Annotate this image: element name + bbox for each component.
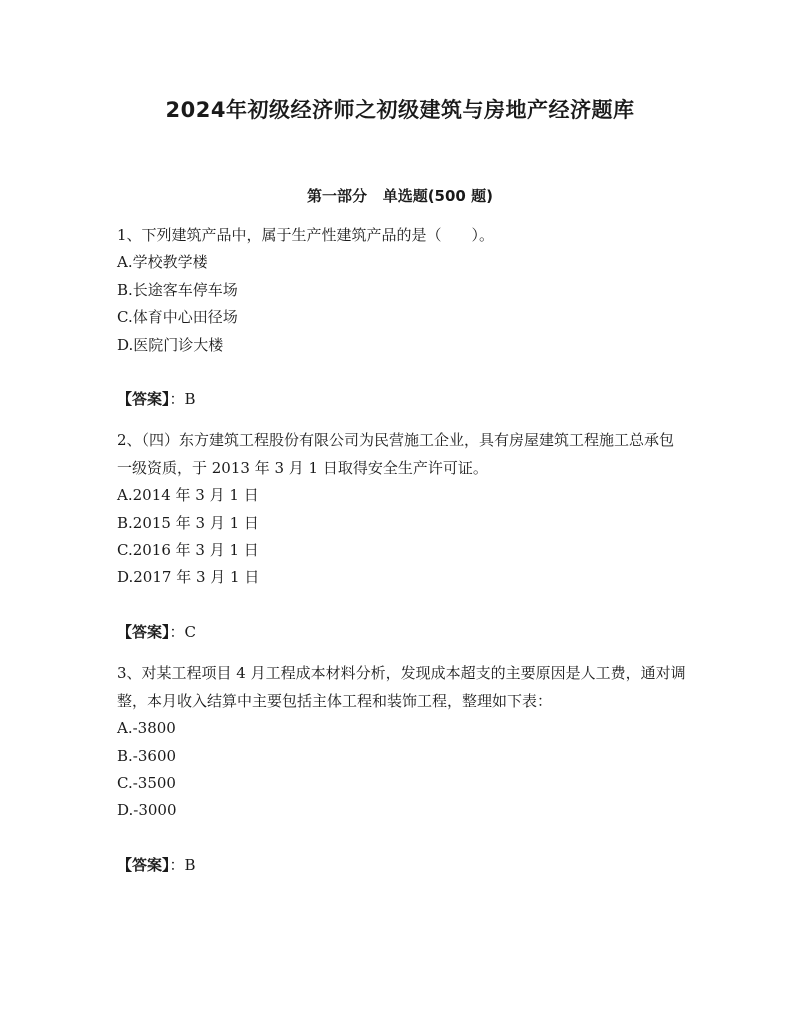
answer-line (117, 386, 687, 413)
question-stem: 3、对某工程项目 4 月工程成本材料分析，发现成本超支的主要原因是人工费，通对调整，本月收入结算中主要包括主体工程和装饰工程，整理如下表： (117, 664, 686, 710)
option-c: C.-3500 (117, 773, 176, 792)
option-a: A.学校教学楼 (117, 253, 208, 272)
question-stem: 1、下列建筑产品中，属于生产性建筑产品的是（ ）。 (117, 226, 495, 244)
answer-value: ：C (169, 622, 196, 641)
document-title: 2024年初级经济师之初级建筑与房地产经济题库 (165, 98, 635, 122)
option-b: B.-3600 (117, 746, 177, 765)
option-d: D.医院门诊大楼 (117, 335, 224, 354)
question-list (117, 222, 687, 893)
answer-value: ：B (169, 855, 196, 874)
answer-value: ：B (169, 390, 196, 409)
section-title: 第一部分 单选题(500 题) (307, 187, 493, 205)
option-c: C.体育中心田径场 (117, 308, 238, 327)
answer-label: 【答案】 (117, 390, 170, 409)
answer-line (117, 619, 687, 646)
option-d: D.-3000 (117, 801, 177, 820)
question-stem: 2、（四）东方建筑工程股份有限公司为民营施工企业，具有房屋建筑工程施工总承包一级资质，于 2013 年 3 月 1 日取得安全生产许可证。 (117, 431, 675, 477)
question-item (117, 222, 687, 413)
option-d: D.2017 年 3 月 1 日 (117, 568, 260, 587)
answer-label: 【答案】 (117, 855, 170, 874)
answer-label: 【答案】 (117, 622, 170, 641)
option-b: B.2015 年 3 月 1 日 (117, 513, 259, 532)
option-list (117, 482, 687, 592)
option-a: A.-3800 (117, 719, 176, 738)
option-list (117, 715, 687, 825)
option-b: B.长途客车停车场 (117, 280, 238, 299)
answer-line (117, 852, 687, 879)
option-list (117, 249, 687, 359)
question-item (117, 427, 687, 646)
question-item (117, 660, 687, 879)
option-a: A.2014 年 3 月 1 日 (117, 486, 259, 505)
option-c: C.2016 年 3 月 1 日 (117, 541, 259, 560)
